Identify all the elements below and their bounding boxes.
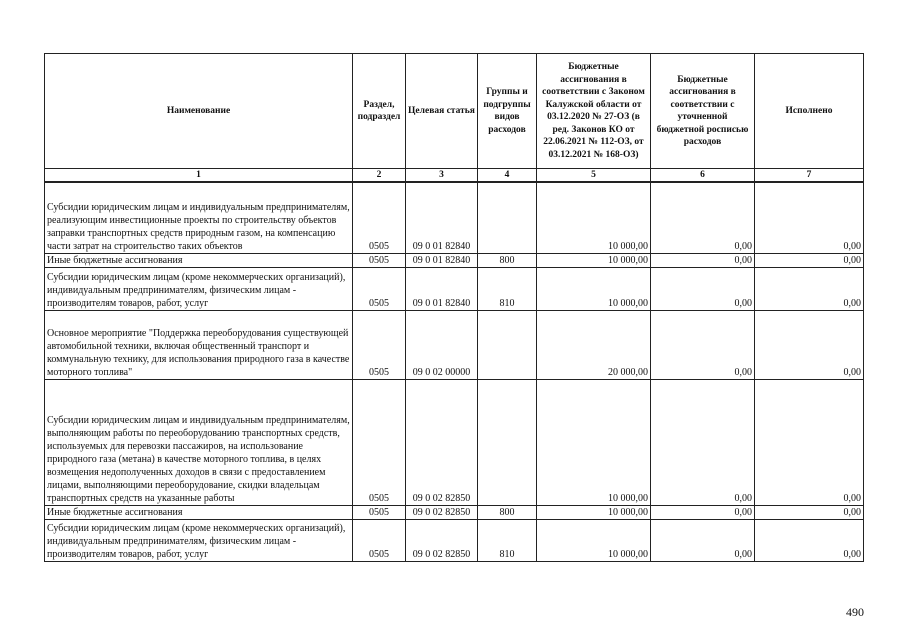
header-target: Целевая статья <box>406 54 478 169</box>
row-name: Иные бюджетные ассигнования <box>45 505 353 519</box>
row-law-allocation: 10 000,00 <box>537 267 651 310</box>
row-law-allocation: 10 000,00 <box>537 379 651 505</box>
row-section: 0505 <box>353 267 406 310</box>
table-row <box>45 253 864 267</box>
row-name: Субсидии юридическим лицам и индивидуальным предпринимателям, выполняющим работы по переоборудованию транспортных средств, используемых для перевозки пассажиров, на использование природного газа (метана) в качестве моторного топлива, в целях возмещения недополученных доходов в связи с предоставлением лицами, выполняющими переоборудование, скидки владельцам транспортных средств на указанные работы <box>45 379 353 505</box>
header-groups: Группы и подгруппы видов расходов <box>478 54 537 169</box>
row-section: 0505 <box>353 379 406 505</box>
row-target: 09 0 01 82840 <box>406 267 478 310</box>
row-group <box>478 310 537 379</box>
table-row <box>45 519 864 561</box>
row-target: 09 0 02 82850 <box>406 379 478 505</box>
row-name: Иные бюджетные ассигнования <box>45 253 353 267</box>
row-group: 800 <box>478 253 537 267</box>
table-row <box>45 505 864 519</box>
row-name: Субсидии юридическим лицам (кроме некоммерческих организаций), индивидуальным предпринимателям, физическим лицам - производителям товаров, работ, услуг <box>45 267 353 310</box>
page-number: 490 <box>846 605 864 619</box>
row-executed: 0,00 <box>755 267 864 310</box>
row-group <box>478 379 537 505</box>
row-section: 0505 <box>353 182 406 253</box>
row-refined-allocation: 0,00 <box>651 519 755 561</box>
row-executed: 0,00 <box>755 310 864 379</box>
table-row <box>45 182 864 253</box>
column-number: 3 <box>406 169 478 183</box>
row-group: 810 <box>478 519 537 561</box>
row-target: 09 0 01 82840 <box>406 253 478 267</box>
row-target: 09 0 02 00000 <box>406 310 478 379</box>
header-section: Раздел, подраздел <box>353 54 406 169</box>
budget-table <box>44 53 864 562</box>
column-number: 4 <box>478 169 537 183</box>
table-row <box>45 379 864 505</box>
table-row <box>45 267 864 310</box>
row-executed: 0,00 <box>755 505 864 519</box>
column-number: 5 <box>537 169 651 183</box>
header-name: Наименование <box>45 54 353 169</box>
row-refined-allocation: 0,00 <box>651 310 755 379</box>
budget-sheet <box>44 53 863 562</box>
row-law-allocation: 10 000,00 <box>537 182 651 253</box>
row-section: 0505 <box>353 505 406 519</box>
row-target: 09 0 01 82840 <box>406 182 478 253</box>
row-section: 0505 <box>353 519 406 561</box>
row-executed: 0,00 <box>755 379 864 505</box>
row-section: 0505 <box>353 310 406 379</box>
row-law-allocation: 20 000,00 <box>537 310 651 379</box>
row-refined-allocation: 0,00 <box>651 379 755 505</box>
row-executed: 0,00 <box>755 253 864 267</box>
column-number: 6 <box>651 169 755 183</box>
row-executed: 0,00 <box>755 519 864 561</box>
row-name: Субсидии юридическим лицам и индивидуальным предпринимателям, реализующим инвестиционные проекты по строительству объектов заправки транспортных средств природным газом, на компенсацию части затрат на строительство таких объектов <box>45 182 353 253</box>
row-refined-allocation: 0,00 <box>651 505 755 519</box>
column-number: 2 <box>353 169 406 183</box>
row-name: Основное мероприятие "Поддержка переоборудования существующей автомобильной техники, включая общественный транспорт и коммунальную технику, для использования природного газа в качестве моторного топлива" <box>45 310 353 379</box>
header-law-allocation: Бюджетные ассигнования в соответствии с Законом Калужской области от 03.12.2020 № 27-ОЗ (в ред. Законов КО от 22.06.2021 № 112-ОЗ, от 03.12.2021 № 168-ОЗ) <box>537 54 651 169</box>
row-refined-allocation: 0,00 <box>651 267 755 310</box>
row-executed: 0,00 <box>755 182 864 253</box>
row-name: Субсидии юридическим лицам (кроме некоммерческих организаций), индивидуальным предпринимателям, физическим лицам - производителям товаров, работ, услуг <box>45 519 353 561</box>
row-refined-allocation: 0,00 <box>651 253 755 267</box>
header-refined-allocation: Бюджетные ассигнования в соответствии с уточненной бюджетной росписью расходов <box>651 54 755 169</box>
row-group <box>478 182 537 253</box>
table-row <box>45 310 864 379</box>
row-group: 810 <box>478 267 537 310</box>
row-law-allocation: 10 000,00 <box>537 519 651 561</box>
row-law-allocation: 10 000,00 <box>537 253 651 267</box>
row-target: 09 0 02 82850 <box>406 519 478 561</box>
column-number: 1 <box>45 169 353 183</box>
row-law-allocation: 10 000,00 <box>537 505 651 519</box>
column-number: 7 <box>755 169 864 183</box>
row-target: 09 0 02 82850 <box>406 505 478 519</box>
column-number-row <box>45 169 864 183</box>
table-header-row <box>45 54 864 169</box>
row-group: 800 <box>478 505 537 519</box>
header-executed: Исполнено <box>755 54 864 169</box>
row-refined-allocation: 0,00 <box>651 182 755 253</box>
row-section: 0505 <box>353 253 406 267</box>
